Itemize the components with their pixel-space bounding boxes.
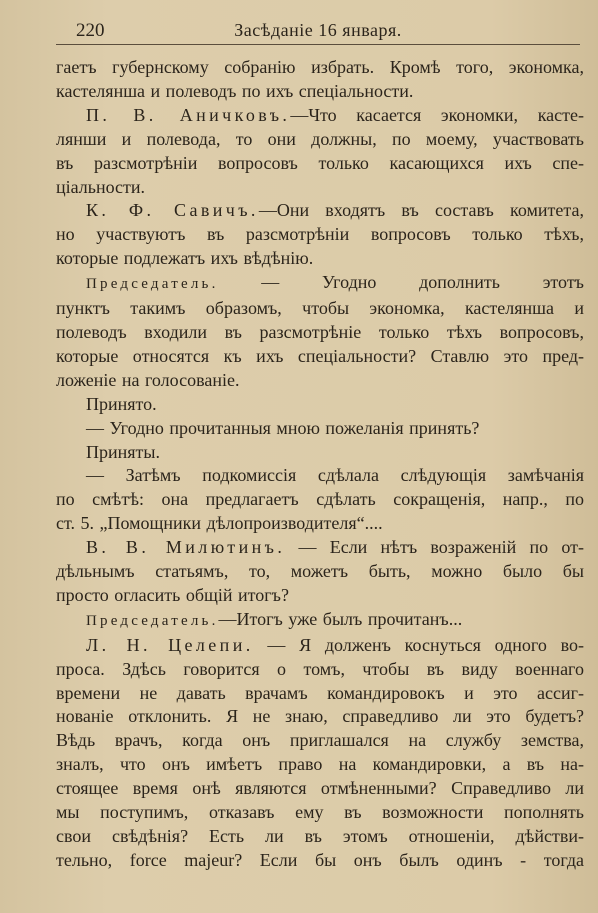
text-line: гаетъ губернскому собранію избрать. Кромѣ того, экономка,: [56, 57, 584, 77]
speaker-name: К. Ф. Савичъ.: [86, 200, 259, 221]
running-head: Засѣданіе 16 января.: [234, 20, 402, 40]
speaker-name: П. В. Аничковъ.: [86, 104, 291, 125]
text-line: которые подлежатъ ихъ вѣдѣнію.: [56, 248, 314, 269]
text-line: Принято.: [86, 393, 157, 414]
text-line: П. В. Аничковъ.—Что касается экономки, касте-: [86, 104, 585, 125]
text-line: Председатель.—Итогъ уже былъ прочитанъ...: [86, 608, 463, 629]
page-header: [56, 20, 580, 45]
text-line: дѣльнымъ статьямъ, то, можетъ быть, можно было бы: [56, 561, 584, 582]
text-line: въ разсмотрѣніи вопросовъ только касающихся ихъ спе-: [56, 152, 584, 173]
text-line: полеводъ входили въ разсмотрѣніе только тѣхъ вопросовъ,: [56, 321, 584, 342]
text-line: Л. Н. Целепи. — Я долженъ коснуться одного во-: [86, 634, 584, 655]
text-line: лянши и полевода, то они должны, по моему, участвовать: [56, 128, 584, 149]
page-number: 220: [76, 20, 105, 41]
body-text: [56, 56, 584, 873]
text-line: кастелянша и полеводъ по ихъ спеціальности.: [56, 80, 414, 101]
text-line: проса. Здѣсь говорится о томъ, чтобы въ виду военнаго: [56, 658, 584, 679]
text-line: пунктъ такимъ образомъ, чтобы экономка, кастелянша и: [56, 298, 584, 319]
text-line: В. В. Милютинъ. — Если нѣтъ возраженій по от-: [86, 537, 584, 558]
text-line: зналъ, что онъ имѣетъ право на командировки, а въ на-: [56, 754, 584, 775]
text-line: мы поступимъ, отказавъ ему въ возможности пополнять: [56, 802, 584, 823]
text-line: — Угодно прочитанныя мною пожеланія принять?: [86, 417, 480, 438]
text-line: просто огласить общій итогъ?: [56, 584, 289, 605]
speaker-name: Председатель.: [86, 612, 219, 629]
text-line: времени не давать врачамъ командировокъ и это ассиг-: [56, 682, 584, 703]
speaker-name: В. В. Милютинъ.: [86, 537, 286, 558]
text-line: стоящее время онѣ являются отмѣненными? Справедливо ли: [56, 778, 584, 799]
text-line: свои свѣдѣнія? Есть ли въ этомъ отношеніи, дѣйстви-: [56, 826, 584, 846]
speaker-name: Л. Н. Целепи.: [86, 634, 254, 655]
text-line: К. Ф. Савичъ.—Они входятъ въ составъ комитета,: [86, 200, 584, 221]
text-line: ст. 5. „Помощники дѣлопроизводителя“....: [56, 513, 383, 534]
text-line: по смѣтѣ: она предлагаетъ сдѣлать сокращенія, напр., по: [56, 489, 584, 510]
text-line: ціальности.: [56, 176, 146, 197]
text-line: но участвуютъ въ разсмотрѣніи вопросовъ только тѣхъ,: [56, 224, 584, 245]
text-line: Вѣдь врачъ, когда онъ приглашался на службу земства,: [56, 730, 584, 751]
text-line: Приняты.: [86, 441, 161, 462]
text-line: ложеніе на голосованіе.: [56, 369, 240, 390]
text-line: которые относятся къ ихъ спеціальности? Ставлю это пред-: [56, 345, 584, 366]
speaker-name: Председатель.: [86, 276, 219, 293]
text-line: — Затѣмъ подкомиссія сдѣлала слѣдующія замѣчанія: [86, 465, 584, 486]
text-line: Председатель. — Угодно дополнить этотъ: [86, 272, 584, 293]
text-line: нованіе отклонить. Я не знаю, справедливо ли это будетъ?: [56, 706, 584, 727]
text-line: тельно, force majeur? Если бы онъ былъ одинъ - тогда: [56, 849, 584, 870]
